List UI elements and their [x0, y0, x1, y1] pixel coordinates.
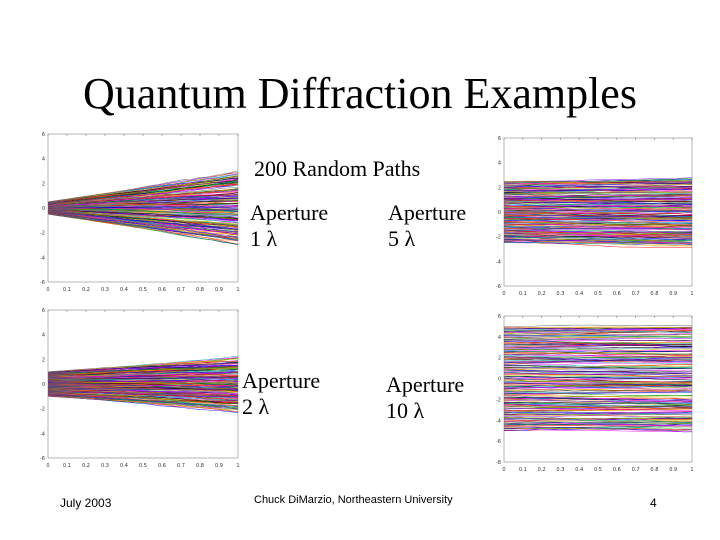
- label-aperture-2-line2: 2 λ: [242, 394, 270, 419]
- x-tick-label: 0.4: [575, 291, 584, 296]
- x-tick-label: 0.6: [612, 467, 621, 472]
- y-tick-label: -6: [40, 456, 45, 462]
- x-tick-label: 0.3: [556, 291, 565, 296]
- x-tick-label: 1: [690, 467, 694, 472]
- x-tick-label: 0.2: [537, 467, 546, 472]
- x-tick-label: 0.8: [650, 467, 659, 472]
- x-tick-label: 0.7: [177, 287, 185, 292]
- chart-aperture-2: [36, 306, 248, 468]
- x-tick-label: 0.7: [177, 463, 185, 468]
- slide-title: Quantum Diffraction Examples: [83, 69, 637, 118]
- x-tick-label: 0.4: [575, 467, 584, 472]
- footer-date: July 2003: [60, 496, 112, 510]
- x-tick-label: 0: [46, 463, 50, 468]
- x-tick-label: 0.8: [650, 291, 659, 296]
- x-tick-label: 0.2: [82, 463, 90, 468]
- x-tick-label: 0.3: [101, 463, 109, 468]
- x-tick-label: 0.8: [196, 463, 204, 468]
- y-tick-label: -6: [496, 284, 501, 290]
- x-tick-label: 0.4: [120, 287, 128, 292]
- x-tick-label: 0.9: [669, 291, 678, 296]
- y-tick-label: 0: [497, 376, 501, 383]
- chart-aperture-5: [486, 134, 698, 296]
- x-tick-label: 0.8: [196, 287, 204, 292]
- y-tick-label: 2: [497, 185, 501, 192]
- x-tick-label: 1: [690, 291, 694, 296]
- plot-aperture-10: [486, 312, 698, 472]
- x-tick-label: 0.7: [631, 467, 640, 472]
- label-aperture-5-line2: 5 λ: [388, 226, 416, 251]
- y-tick-label: 4: [497, 334, 501, 341]
- y-tick-label: -6: [496, 439, 501, 446]
- y-tick-label: -2: [496, 234, 501, 241]
- y-tick-label: -4: [40, 431, 45, 438]
- y-tick-label: 6: [41, 308, 45, 314]
- plot-aperture-1: [36, 130, 248, 292]
- label-aperture-1-line2: 1 λ: [250, 226, 278, 251]
- label-aperture-5: [388, 200, 466, 252]
- y-tick-label: 2: [41, 181, 45, 188]
- x-tick-label: 0.3: [101, 287, 109, 292]
- x-tick-label: 0.9: [215, 287, 223, 292]
- x-tick-label: 0: [502, 291, 506, 296]
- y-tick-label: -4: [496, 418, 501, 425]
- y-tick-label: 0: [41, 206, 45, 212]
- x-tick-label: 0.5: [594, 291, 602, 296]
- label-aperture-2: [242, 368, 320, 420]
- plot-aperture-2: [36, 306, 248, 468]
- y-tick-label: -4: [496, 259, 501, 266]
- y-tick-label: 6: [497, 136, 501, 142]
- chart-aperture-1: [36, 130, 248, 292]
- label-aperture-2-line1: Aperture: [242, 368, 321, 393]
- label-aperture-1: [250, 200, 328, 252]
- y-tick-label: 2: [41, 357, 45, 364]
- x-tick-label: 0: [502, 467, 506, 472]
- footer-author: Chuck DiMarzio, Northeastern University: [254, 494, 453, 506]
- footer-page-number: 4: [650, 496, 657, 510]
- x-tick-label: 0: [46, 287, 50, 292]
- x-tick-label: 0.6: [158, 463, 166, 468]
- x-tick-label: 1: [236, 287, 240, 292]
- plot-aperture-5: [486, 134, 698, 296]
- chart-aperture-10: [486, 312, 698, 472]
- x-tick-label: 1: [236, 463, 240, 468]
- x-tick-label: 0.1: [63, 287, 71, 292]
- y-tick-label: -2: [496, 397, 501, 404]
- y-tick-label: -2: [40, 230, 45, 237]
- y-tick-label: 4: [41, 156, 45, 163]
- x-tick-label: 0.6: [158, 287, 166, 292]
- y-tick-label: 2: [497, 355, 501, 362]
- x-tick-label: 0.5: [139, 287, 147, 292]
- x-tick-label: 0.9: [215, 463, 223, 468]
- x-tick-label: 0.5: [594, 467, 602, 472]
- y-tick-label: -4: [40, 255, 45, 262]
- y-tick-label: -8: [496, 460, 501, 466]
- x-tick-label: 0.1: [63, 463, 71, 468]
- x-tick-label: 0.6: [612, 291, 621, 296]
- label-aperture-5-line1: Aperture: [388, 200, 467, 225]
- label-aperture-10-line1: Aperture: [386, 372, 465, 397]
- x-tick-label: 0.3: [556, 467, 565, 472]
- y-tick-label: 4: [497, 160, 501, 167]
- x-tick-label: 0.5: [139, 463, 147, 468]
- y-tick-label: 0: [497, 210, 501, 216]
- y-tick-label: 4: [41, 332, 45, 339]
- label-aperture-10-line2: 10 λ: [386, 398, 425, 423]
- x-tick-label: 0.7: [631, 291, 640, 296]
- y-tick-label: -6: [40, 280, 45, 286]
- y-tick-label: 0: [41, 382, 45, 388]
- x-tick-label: 0.4: [120, 463, 128, 468]
- x-tick-label: 0.2: [82, 287, 90, 292]
- y-tick-label: -2: [40, 406, 45, 413]
- y-tick-label: 6: [497, 314, 501, 320]
- slide-subtitle: 200 Random Paths: [254, 156, 421, 181]
- y-tick-label: 6: [41, 132, 45, 138]
- label-aperture-10: [386, 372, 464, 424]
- label-aperture-1-line1: Aperture: [250, 200, 329, 225]
- x-tick-label: 0.1: [518, 467, 527, 472]
- x-tick-label: 0.9: [669, 467, 678, 472]
- x-tick-label: 0.1: [518, 291, 527, 296]
- x-tick-label: 0.2: [537, 291, 546, 296]
